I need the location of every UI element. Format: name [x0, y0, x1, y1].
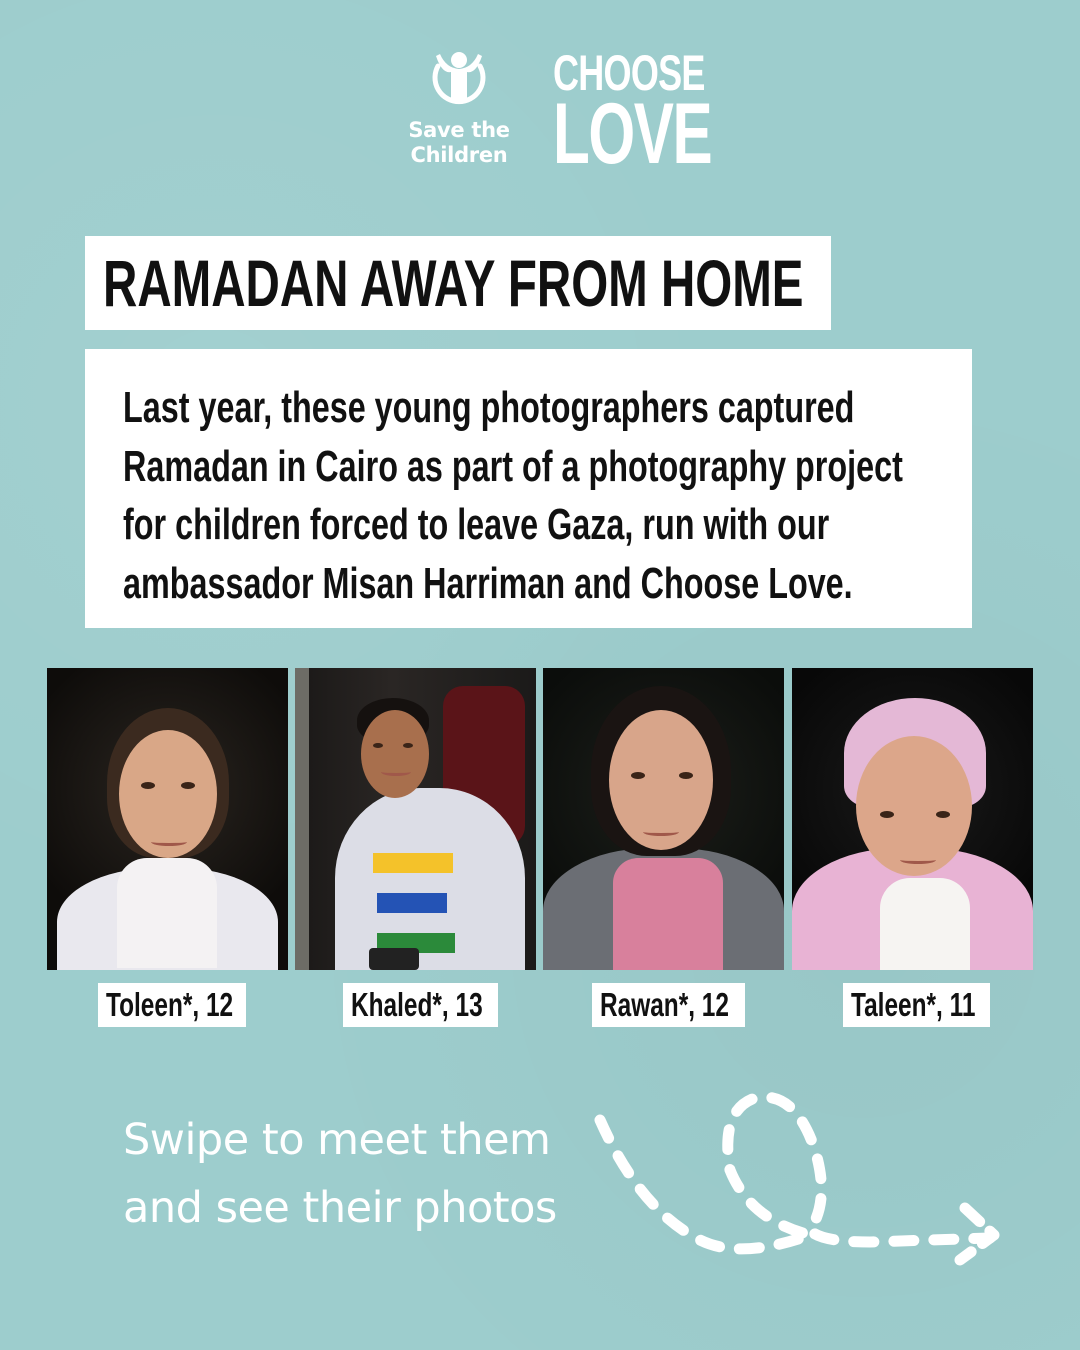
swipe-cta [123, 1106, 557, 1242]
choose-love-line1: CHOOSE [553, 45, 705, 101]
title-panel [85, 236, 831, 330]
stc-line2: Children [410, 143, 508, 167]
page-title: RAMADAN AWAY FROM HOME [103, 246, 804, 320]
description-line: for children forced to leave Gaza, run with our [123, 500, 830, 549]
portrait-row [47, 668, 1033, 970]
description-line: ambassador Misan Harriman and Choose Love. [123, 558, 853, 608]
description-line: Last year, these young photographers captured [123, 383, 855, 432]
name-tag-khaled [343, 983, 498, 1027]
name-tag-taleen [843, 983, 990, 1027]
portrait-photo-toleen [47, 668, 288, 970]
portrait-photo-khaled [295, 668, 536, 970]
name-tag-rawan [592, 983, 745, 1027]
logos-header [0, 45, 1080, 182]
swipe-cta-line1: Swipe to meet them [123, 1115, 551, 1165]
description-line: Ramadan in Cairo as part of a photography project [123, 441, 903, 491]
name-tag-label: Toleen*, 12 [106, 986, 234, 1023]
name-tag-toleen [98, 983, 246, 1027]
portrait-photo-taleen [792, 668, 1033, 970]
name-tag-label: Khaled*, 13 [351, 986, 483, 1023]
choose-love-logo [553, 45, 779, 182]
portrait-photo-rawan [543, 668, 784, 970]
name-tag-label: Rawan*, 12 [600, 986, 729, 1023]
save-the-children-child-icon [428, 48, 490, 110]
dashed-loop-arrow-icon [580, 1080, 1020, 1280]
stc-line1: Save the [408, 118, 510, 142]
description-text [123, 379, 946, 613]
save-the-children-logo [404, 48, 514, 168]
choose-love-line2: LOVE [553, 86, 712, 182]
description-panel [85, 349, 972, 628]
name-tag-label: Taleen*, 11 [851, 986, 976, 1023]
swipe-cta-line2: and see their photos [123, 1183, 557, 1233]
